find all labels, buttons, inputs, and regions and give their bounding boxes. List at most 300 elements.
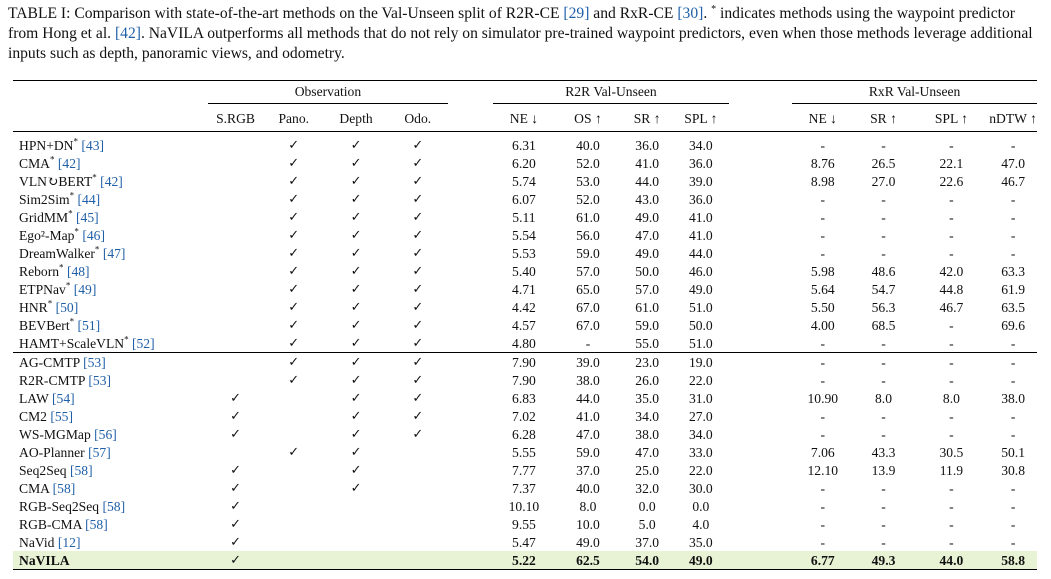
r2r-header [493, 81, 728, 106]
rxr-value: - [949, 317, 954, 333]
rxr-value: - [881, 191, 886, 207]
method-name: DreamWalker* [47] [19, 243, 126, 261]
table-row [13, 371, 1037, 389]
r2r-value: 39.0 [688, 173, 713, 189]
observation-cell [324, 353, 387, 372]
rxr-value: 48.6 [871, 263, 896, 279]
rxr-value: 27.0 [871, 173, 896, 189]
citation-link[interactable]: [42] [114, 25, 141, 42]
observation-cell [263, 172, 324, 190]
check-icon: ✓ [230, 481, 242, 496]
rxr-value: - [1010, 408, 1016, 424]
rxr-value: 5.98 [810, 263, 835, 279]
rxr-value: - [1010, 534, 1016, 550]
rxr-value: - [949, 480, 954, 496]
check-icon: ✓ [350, 138, 362, 153]
r2r-value: 44.0 [576, 390, 600, 406]
table-row [13, 353, 1037, 372]
check-icon: ✓ [230, 427, 242, 442]
citation-link[interactable]: [52] [131, 335, 155, 351]
rxr-value: - [881, 372, 886, 388]
rxr-value: - [881, 227, 886, 243]
rxr-value: - [881, 516, 886, 532]
method-name: NaVid [12] [19, 534, 81, 550]
observation-cell [208, 443, 263, 461]
citation-link[interactable]: [48] [66, 263, 90, 279]
r2r-value: 5.74 [512, 173, 536, 189]
r2r-value: 50.0 [688, 317, 713, 333]
observation-cell [324, 244, 387, 262]
rxr-value: 61.9 [1001, 281, 1025, 297]
citation-link[interactable]: [54] [52, 390, 75, 406]
rxr-value: - [1010, 480, 1016, 496]
observation-cell [388, 132, 448, 155]
observation-cell [263, 443, 324, 461]
check-icon: ✓ [288, 228, 300, 243]
observation-cell [388, 262, 448, 280]
rxr-value: - [820, 227, 826, 243]
r2r-value: 52.0 [576, 191, 600, 207]
check-icon: ✓ [230, 391, 242, 406]
rxr-value: 30.5 [939, 444, 964, 460]
table-row [13, 132, 1037, 155]
rxr-value: - [949, 335, 954, 351]
r2r-value: 57.0 [635, 281, 660, 297]
citation-link[interactable]: [42] [57, 155, 81, 171]
observation-cell [324, 132, 387, 155]
table-row [13, 515, 1037, 533]
observation-header-label: Observation [208, 83, 448, 104]
rxr-value: 58.8 [989, 551, 1037, 570]
column-header: OS ↑ [555, 105, 622, 132]
observation-cell [324, 479, 387, 497]
r2r-value: 30.0 [688, 480, 713, 496]
rxr-value: 8.0 [875, 390, 892, 406]
check-icon: ✓ [350, 481, 362, 496]
r2r-value: 4.0 [692, 516, 710, 532]
r2r-value: 46.0 [688, 263, 713, 279]
check-icon: ✓ [350, 336, 362, 351]
check-icon: ✓ [412, 192, 424, 207]
rxr-value: - [1010, 372, 1016, 388]
table-row [13, 154, 1037, 172]
check-icon: ✓ [350, 228, 362, 243]
r2r-value: 62.5 [555, 551, 622, 570]
check-icon: ✓ [350, 318, 362, 333]
rxr-value: - [881, 335, 886, 351]
observation-cell [388, 479, 448, 497]
citation-link[interactable]: [12] [57, 534, 81, 550]
table-caption: TABLE I: Comparison with state-of-the-art methods on the Val-Unseen split of R2R-CE [29] and RxR-CE [30]. * indicates methods using the waypoint predictor from Hong et al. [42]. NaVILA outperforms all methods that do not rely on simulator pre-trained waypoint predictors, even when those methods leverage additional inputs such as depth, panoramic views, and odometry. [8, 3, 1033, 62]
check-icon: ✓ [412, 246, 424, 261]
r2r-value: 26.0 [635, 372, 660, 388]
observation-cell [208, 461, 263, 479]
observation-cell [388, 551, 448, 570]
rxr-value: - [989, 353, 1037, 372]
observation-cell [208, 497, 263, 515]
r2r-value: 7.90 [512, 372, 536, 388]
citation-link[interactable]: [42] [100, 173, 123, 189]
r2r-value: 4.80 [512, 335, 536, 351]
rxr-value: - [820, 209, 826, 225]
method-name: AG-CMTP [53] [13, 353, 208, 372]
table-row [13, 190, 1037, 208]
observation-cell [208, 389, 263, 407]
observation-cell [208, 262, 263, 280]
check-icon: ✓ [350, 156, 362, 171]
observation-cell [324, 172, 387, 190]
observation-cell [324, 280, 387, 298]
rxr-value: - [820, 245, 826, 261]
r2r-value: 59.0 [635, 317, 660, 333]
rxr-value: 4.00 [810, 317, 835, 333]
observation-cell [208, 371, 263, 389]
observation-cell [388, 154, 448, 172]
rxr-value: 38.0 [1001, 390, 1025, 406]
r2r-value: 53.0 [576, 173, 600, 189]
r2r-value: 31.0 [688, 390, 713, 406]
citation-link[interactable]: [47] [102, 245, 126, 261]
r2r-value: 38.0 [635, 426, 660, 442]
check-icon: ✓ [288, 192, 300, 207]
observation-cell [324, 497, 387, 515]
comparison-table [13, 80, 1037, 570]
rxr-value: 22.6 [939, 173, 964, 189]
observation-cell [263, 154, 324, 172]
observation-cell [208, 244, 263, 262]
r2r-value: 67.0 [576, 317, 600, 333]
citation-link[interactable]: [45] [76, 209, 99, 225]
rxr-value: 56.3 [871, 299, 896, 315]
citation-link[interactable]: [58] [69, 462, 93, 478]
check-icon: ✓ [288, 210, 300, 225]
rxr-value: - [1010, 245, 1016, 261]
rxr-value: 5.50 [810, 299, 835, 315]
citation-link[interactable]: [29] [563, 5, 590, 22]
r2r-value: 61.0 [576, 209, 600, 225]
r2r-value: 35.0 [688, 534, 713, 550]
observation-cell [324, 226, 387, 244]
citation-link[interactable]: [30] [677, 5, 704, 22]
r2r-value: 41.0 [576, 408, 600, 424]
rxr-value: - [914, 353, 990, 372]
r2r-value: 6.31 [512, 137, 536, 153]
r2r-value: 7.37 [512, 480, 536, 496]
observation-cell [388, 244, 448, 262]
r2r-value: 49.0 [673, 551, 729, 570]
rxr-value: - [1010, 516, 1016, 532]
table-row [13, 479, 1037, 497]
column-header: SPL ↑ [673, 105, 729, 132]
check-icon: ✓ [350, 300, 362, 315]
observation-cell [324, 425, 387, 443]
check-icon: ✓ [412, 391, 424, 406]
rxr-value: - [1010, 209, 1016, 225]
r2r-value: 57.0 [576, 263, 600, 279]
rxr-value: - [949, 227, 954, 243]
observation-cell [263, 497, 324, 515]
rxr-value: - [881, 245, 886, 261]
citation-link[interactable]: [46] [82, 227, 105, 243]
observation-cell [208, 425, 263, 443]
method-name: Sim2Sim* [44] [19, 189, 101, 207]
r2r-value: 49.0 [688, 281, 713, 297]
check-icon: ✓ [412, 409, 424, 424]
r2r-value: 43.0 [635, 191, 660, 207]
r2r-value: 5.47 [512, 534, 536, 550]
check-icon: ✓ [412, 264, 424, 279]
observation-cell [263, 551, 324, 570]
r2r-value: 23.0 [621, 353, 673, 372]
table-row [13, 533, 1037, 551]
observation-cell [388, 389, 448, 407]
r2r-value: 49.0 [635, 245, 660, 261]
observation-cell [324, 154, 387, 172]
rxr-value: 8.76 [810, 155, 835, 171]
rxr-value: - [881, 408, 886, 424]
star-marker: * [73, 135, 78, 146]
r2r-value: 6.28 [512, 426, 536, 442]
rxr-value: 63.3 [1001, 263, 1025, 279]
r2r-value: 34.0 [635, 408, 660, 424]
rxr-value: 10.90 [807, 390, 839, 406]
rxr-value: - [949, 516, 954, 532]
r2r-value: 44.0 [688, 245, 713, 261]
observation-cell [324, 551, 387, 570]
observation-cell [324, 515, 387, 533]
rxr-value: - [949, 498, 954, 514]
check-icon: ✓ [412, 210, 424, 225]
method-name: CM2 [55] [19, 408, 74, 424]
rxr-value: 30.8 [1001, 462, 1025, 478]
column-header: Pano. [263, 105, 324, 132]
observation-cell [208, 533, 263, 551]
rxr-value: - [881, 498, 886, 514]
method-name: ETPNav* [49] [19, 279, 97, 297]
observation-cell [388, 334, 448, 353]
rxr-value: - [1010, 426, 1016, 442]
observation-cell [324, 262, 387, 280]
observation-cell [208, 226, 263, 244]
column-header: SR ↑ [621, 105, 673, 132]
observation-cell [324, 389, 387, 407]
r2r-value: 35.0 [635, 390, 660, 406]
group-header-row [13, 81, 1037, 106]
citation-link[interactable]: [53] [88, 372, 112, 388]
r2r-value: 40.0 [576, 137, 600, 153]
rxr-value: - [820, 408, 826, 424]
observation-cell [208, 208, 263, 226]
observation-cell [263, 389, 324, 407]
check-icon: ✓ [288, 318, 300, 333]
r2r-value: 36.0 [635, 137, 660, 153]
observation-cell [263, 334, 324, 353]
rxr-value: - [820, 137, 826, 153]
check-icon: ✓ [288, 156, 300, 171]
observation-cell [208, 353, 263, 372]
table-row [13, 226, 1037, 244]
observation-cell [324, 316, 387, 334]
column-header: NE ↓ [792, 105, 853, 132]
citation-link[interactable]: [43] [81, 137, 105, 153]
check-icon: ✓ [288, 138, 300, 153]
r2r-value: 7.90 [493, 353, 554, 372]
rxr-value: 46.7 [1001, 173, 1025, 189]
r2r-value: 41.0 [635, 155, 660, 171]
citation-link[interactable]: [44] [77, 191, 101, 207]
r2r-value: 40.0 [576, 480, 600, 496]
r2r-value: 56.0 [576, 227, 600, 243]
check-icon: ✓ [350, 282, 362, 297]
check-icon: ✓ [288, 336, 300, 351]
observation-cell [324, 298, 387, 316]
observation-cell [263, 244, 324, 262]
rxr-value: 44.8 [939, 281, 964, 297]
rxr-value: - [820, 480, 826, 496]
rxr-value: 5.64 [810, 281, 835, 297]
rxr-value: 12.10 [807, 462, 839, 478]
check-icon: ✓ [350, 445, 362, 460]
table-row [13, 425, 1037, 443]
rxr-value: 69.6 [1001, 317, 1025, 333]
method-name: CMA [58] [19, 480, 76, 496]
rxr-value: 44.0 [914, 551, 990, 570]
star-marker: * [65, 279, 71, 290]
rxr-header-label: RxR Val-Unseen [792, 83, 1037, 104]
column-header: Depth [324, 105, 387, 132]
rxr-value: - [820, 191, 826, 207]
citation-link[interactable]: [58] [52, 480, 76, 496]
star-marker: * [47, 297, 53, 308]
observation-cell [263, 515, 324, 533]
citation-link[interactable]: [49] [73, 281, 97, 297]
table-row [13, 389, 1037, 407]
observation-cell [388, 425, 448, 443]
r2r-value: 9.55 [512, 516, 536, 532]
citation-link[interactable]: [56] [94, 426, 117, 442]
column-header-row [13, 105, 1037, 132]
check-icon: ✓ [412, 355, 424, 370]
method-name: HPN+DN* [43] [19, 135, 105, 153]
check-icon: ✓ [230, 517, 242, 532]
r2r-value: 41.0 [688, 227, 713, 243]
rxr-value: - [820, 335, 826, 351]
r2r-value: 4.57 [512, 317, 536, 333]
citation-link[interactable]: [50] [55, 299, 79, 315]
table-row [13, 262, 1037, 280]
r2r-value: 22.0 [688, 372, 713, 388]
method-name: WS-MGMap [56] [19, 426, 117, 442]
citation-link[interactable]: [53] [83, 354, 106, 370]
star-marker: * [49, 153, 55, 164]
r2r-value: 55.0 [635, 335, 660, 351]
citation-link[interactable]: [58] [85, 516, 108, 532]
check-icon: ✓ [412, 138, 424, 153]
observation-cell [388, 190, 448, 208]
rxr-value: 63.5 [1001, 299, 1025, 315]
r2r-value: 22.0 [688, 462, 713, 478]
method-name: RGB-Seq2Seq [58] [19, 498, 126, 514]
rxr-value: 11.9 [939, 462, 964, 478]
r2r-value: 36.0 [688, 191, 713, 207]
check-icon: ✓ [350, 174, 362, 189]
rxr-value: - [949, 137, 954, 153]
rxr-value: - [853, 353, 913, 372]
check-icon: ✓ [350, 246, 362, 261]
r2r-value: 34.0 [688, 137, 713, 153]
observation-cell [388, 515, 448, 533]
check-icon: ✓ [288, 174, 300, 189]
observation-cell [324, 371, 387, 389]
observation-cell [263, 132, 324, 155]
check-icon: ✓ [288, 300, 300, 315]
citation-link[interactable]: [55] [50, 408, 74, 424]
method-name: Seq2Seq [58] [19, 462, 93, 478]
observation-cell [324, 334, 387, 353]
r2r-value: 5.22 [493, 551, 554, 570]
citation-link[interactable]: [57] [88, 444, 111, 460]
r2r-header-label: R2R Val-Unseen [493, 83, 728, 104]
r2r-value: 25.0 [635, 462, 660, 478]
observation-cell [388, 316, 448, 334]
table-row [13, 316, 1037, 334]
r2r-value: 36.0 [688, 155, 713, 171]
citation-link[interactable]: [58] [102, 498, 126, 514]
check-icon: ✓ [412, 336, 424, 351]
r2r-value: - [585, 335, 591, 351]
rxr-value: - [1010, 137, 1016, 153]
r2r-value: 38.0 [576, 372, 600, 388]
citation-link[interactable]: [51] [77, 317, 101, 333]
r2r-value: 4.42 [512, 299, 536, 315]
r2r-value: 47.0 [635, 444, 660, 460]
observation-header [208, 81, 448, 106]
r2r-value: 5.55 [512, 444, 536, 460]
observation-cell [263, 479, 324, 497]
observation-cell [263, 461, 324, 479]
table-row [13, 172, 1037, 190]
rxr-value: - [820, 498, 826, 514]
method-name: NaVILA [13, 551, 208, 570]
rxr-value: 49.3 [853, 551, 913, 570]
check-icon: ✓ [350, 391, 362, 406]
r2r-value: 32.0 [635, 480, 660, 496]
observation-cell [324, 443, 387, 461]
observation-cell [388, 407, 448, 425]
observation-cell [208, 132, 263, 155]
observation-cell [208, 479, 263, 497]
r2r-value: 50.0 [635, 263, 660, 279]
observation-cell [263, 262, 324, 280]
method-name: RGB-CMA [58] [19, 516, 108, 532]
check-icon: ✓ [288, 373, 300, 388]
method-name: Ego²-Map* [46] [19, 225, 105, 243]
observation-cell [263, 208, 324, 226]
check-icon: ✓ [412, 373, 424, 388]
r2r-value: 59.0 [576, 245, 600, 261]
r2r-value: 52.0 [576, 155, 600, 171]
star-marker: * [68, 207, 73, 218]
r2r-value: 5.53 [512, 245, 536, 261]
r2r-value: 51.0 [688, 299, 713, 315]
check-icon: ✓ [230, 499, 242, 514]
rxr-value: 68.5 [871, 317, 896, 333]
table-row [13, 334, 1037, 353]
column-header: nDTW ↑ [989, 105, 1037, 132]
r2r-value: 8.0 [579, 498, 597, 514]
r2r-value: 33.0 [688, 444, 713, 460]
r2r-value: 37.0 [576, 462, 600, 478]
